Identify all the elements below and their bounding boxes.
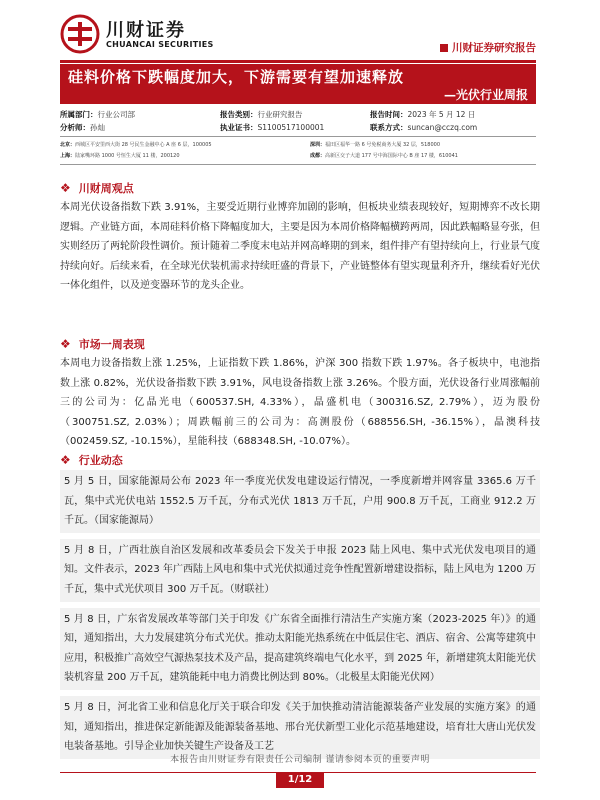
type-value: 行业研究报告 bbox=[257, 110, 303, 119]
analyst-label: 分析师： bbox=[60, 123, 90, 132]
news-item: 5 月 8 日，广西壮族自治区发展和改革委员会下发关于申报 2023 陆上风电、集中式光伏发电项目的通知。文件表示，2023 年广西陆上风电和集中式光伏拟通过竞争性配置新增建设指标，陆上风电为 1200 万千瓦，集中式光伏项目 300 万千瓦。（财联社） bbox=[60, 539, 540, 602]
section-market bbox=[60, 334, 540, 452]
section-title: 市场一周表现 bbox=[78, 338, 145, 351]
date-label: 报告时间： bbox=[370, 110, 408, 119]
address-text: 福田区福华一路 6 号免税商务大厦 32 层，518000 bbox=[325, 142, 441, 148]
report-tag-label: 川财证券研究报告 bbox=[452, 42, 536, 54]
cert-value: S1100517100001 bbox=[257, 123, 325, 132]
address-city: 上海： bbox=[60, 153, 76, 159]
brand-name-cn: 川财证券 bbox=[106, 20, 186, 41]
address-text: 西城区平安里西大街 28 号民生金融中心 A 座 6 层，100005 bbox=[75, 142, 212, 148]
report-meta bbox=[60, 108, 536, 165]
section-title: 川财周观点 bbox=[78, 182, 134, 195]
news-item: 5 月 8 日，河北省工业和信息化厅关于联合印发《关于加快推动清洁能源装备产业发展的实施方案》的通知，通知指出，推进保定新能源及能源装备基地、邢台光伏新型工业化示范基地建设，培育壮大唐山光伏发电装备基地。引导企业加快关键生产设备及工艺 bbox=[60, 696, 540, 759]
brand-name-en: CHUANCAI SECURITIES bbox=[106, 40, 214, 49]
page-footer bbox=[0, 742, 600, 800]
section-title: 行业动态 bbox=[78, 454, 123, 467]
news-item: 5 月 8 日，广东省发展改革等部门关于印发《广东省全面推行清洁生产实施方案（2023-2025 年）》的通知，通知指出，大力发展建筑分布式光伏。推动太阳能光热系统在中低层住宅、酒店、宿舍、公寓等建筑中应用，积极推广高效空气源热泵技术及产品，提高建筑终端电气化水平，到 2025 年，新增建筑太阳能光伏装机容量 200 万千瓦，建筑能耗中电力消费比例达到 80%。（北极星太阳能光伏网） bbox=[60, 608, 540, 690]
report-subtitle: —光伏行业周报 bbox=[443, 88, 528, 102]
dept-value: 行业公司部 bbox=[97, 110, 135, 119]
page-header bbox=[0, 0, 600, 62]
header-divider bbox=[60, 60, 536, 63]
address-city: 北京： bbox=[60, 142, 76, 148]
cert-label: 执业证书： bbox=[220, 123, 258, 132]
chuancai-logo-icon bbox=[60, 14, 100, 54]
address-text: 陆家嘴环路 1000 号恒生大厦 11 楼，200120 bbox=[75, 153, 180, 159]
section-weekly-view bbox=[60, 178, 540, 296]
title-band bbox=[60, 64, 536, 104]
page-number: 1/12 bbox=[276, 772, 324, 788]
meta-divider bbox=[60, 164, 536, 165]
diamond-icon: ❖ bbox=[60, 453, 71, 467]
type-label: 报告类别： bbox=[220, 110, 258, 119]
report-title: 硅料价格下跌幅度加大，下游需要有望加速释放 bbox=[68, 68, 405, 86]
disclaimer-note: 本报告由川财证券有限责任公司编制 谨请参阅本页的重要声明 bbox=[170, 755, 430, 765]
address-city: 成都： bbox=[310, 153, 326, 159]
dept-label: 所属部门： bbox=[60, 110, 98, 119]
contact-value[interactable]: suncan@cczq.com bbox=[407, 123, 478, 132]
square-icon bbox=[440, 44, 448, 52]
report-tag bbox=[440, 40, 536, 55]
address-text: 高新区交子大道 177 号中海国际中心 B 座 17 楼，610041 bbox=[325, 153, 458, 159]
section-industry bbox=[60, 450, 540, 765]
diamond-icon: ❖ bbox=[60, 181, 71, 195]
contact-label: 联系方式： bbox=[370, 123, 408, 132]
date-value: 2023 年 5 月 12 日 bbox=[407, 110, 476, 119]
analyst-value: 孙灿 bbox=[90, 123, 105, 132]
news-item: 5 月 5 日，国家能源局公布 2023 年一季度光伏发电建设运行情况，一季度新增并网容量 3365.6 万千瓦，集中式光伏电站 1552.5 万千瓦，分布式光伏 1813 万千瓦，户用 900.8 万千瓦，工商业 912.2 万千瓦。（国家能源局） bbox=[60, 470, 540, 533]
meta-divider bbox=[60, 136, 536, 137]
market-paragraph: 本周电力设备指数上涨 1.25%，上证指数下跌 1.86%，沪深 300 指数下跌 1.97%。各子板块中，电池指数上涨 0.82%，光伏设备指数下跌 3.91%，风电设备指数上涨 3.26%。个股方面，光伏设备行业周涨幅前三的公司为：亿晶光电（600537.SH, 4.33%），晶盛机电（300316.SZ, 2.79%），迈为股份（300751.SZ, 2.03%）；周跌幅前三的公司为：高测股份（688556.SH, -36.15%），晶澳科技（002459.SZ, -10.15%），星能科技（688348.SH, -10.07%）。 bbox=[60, 358, 540, 448]
address-city: 深圳： bbox=[310, 142, 326, 148]
weekly-paragraph: 本周光伏设备指数下跌 3.91%，主要受近期行业博弈加剧的影响，但板块业绩表现较好，短期博弈不改长期逻辑。产业链方面，本周硅料价格下降幅度加大，主要是因为本周价格降幅横跨两周，因此跌幅略显夸张，但实则经历了两轮阶段性调价。预计随着二季度末电站并网高峰期的到来，组件排产有望持续向上，行业景气度持续向好。后续来看，在全球光伏装机需求持续旺盛的背景下，产业链整体有望实现量利齐升，继续看好光伏一体化组件，以及逆变器环节的龙头企业。 bbox=[60, 202, 540, 292]
diamond-icon: ❖ bbox=[60, 337, 71, 351]
